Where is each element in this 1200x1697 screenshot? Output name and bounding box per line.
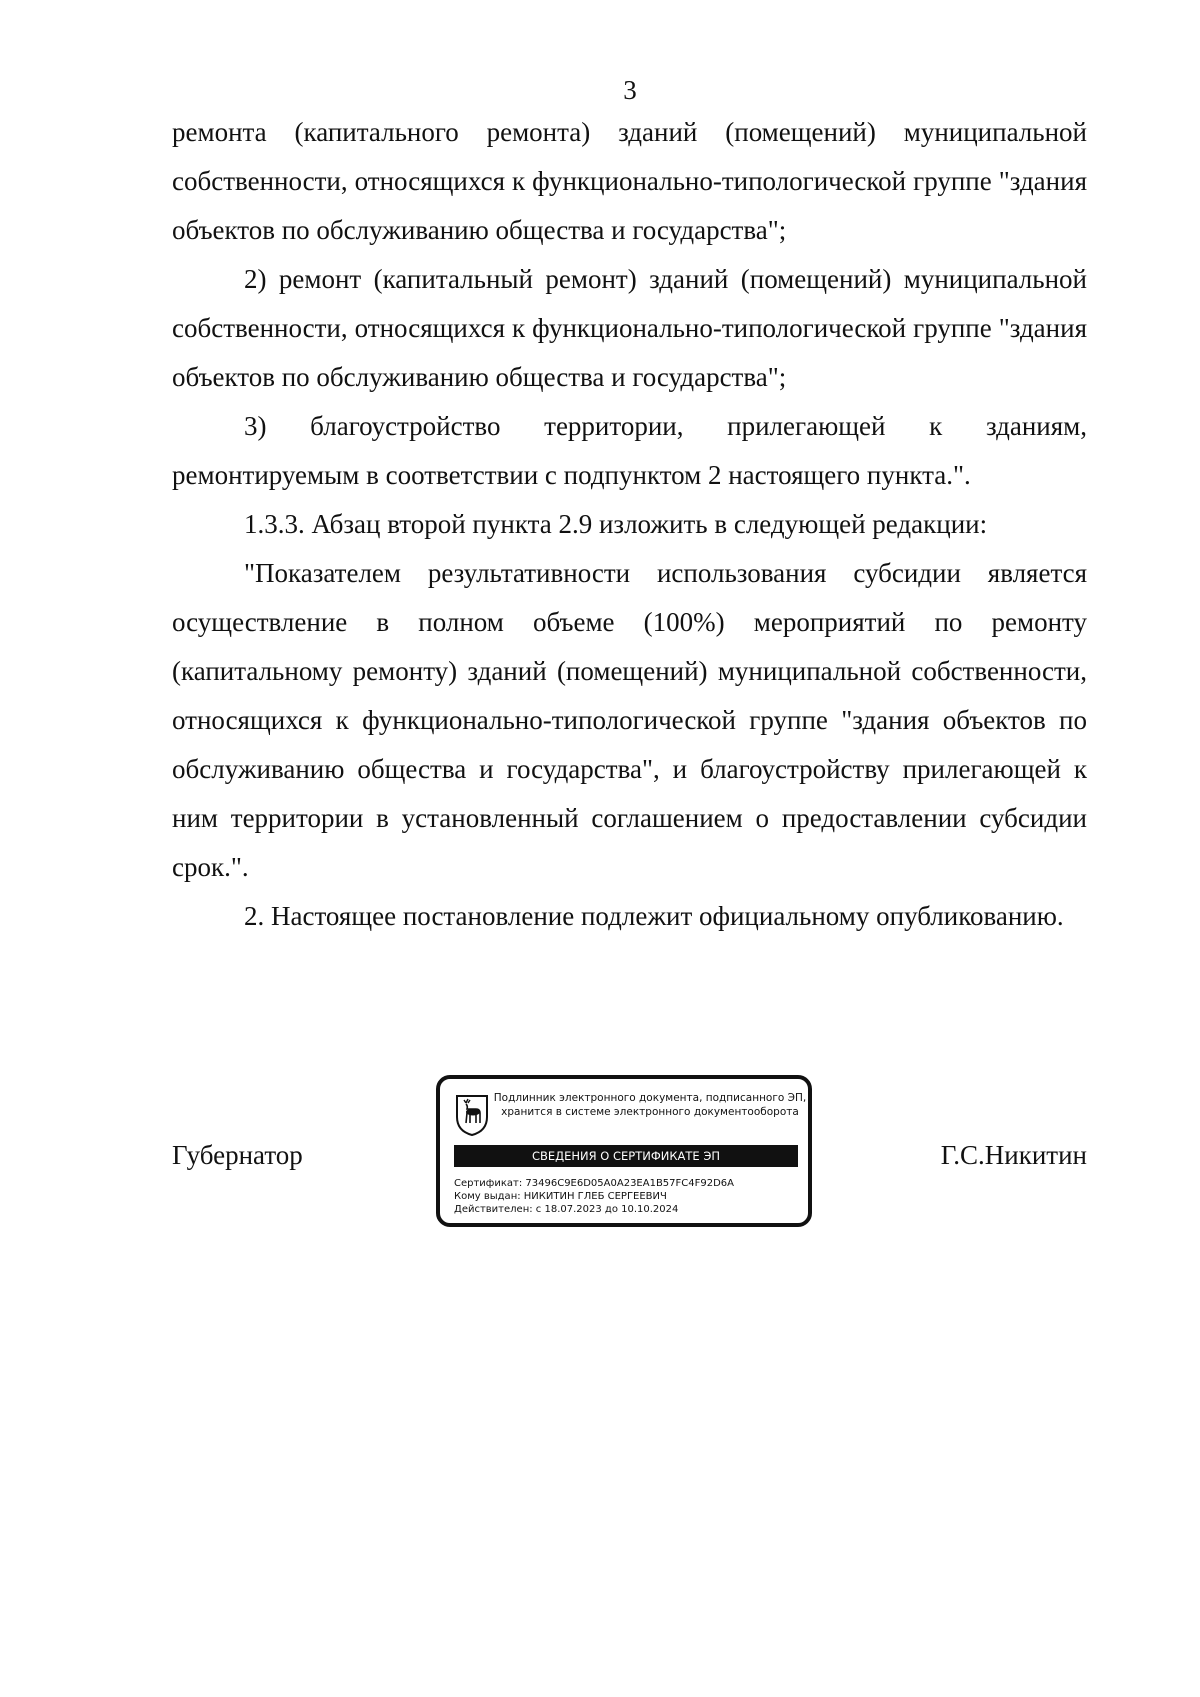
stamp-header-line: хранится в системе электронного документооборота (501, 1106, 799, 1118)
certificate-holder: Кому выдан: НИКИТИН ГЛЕБ СЕРГЕЕВИЧ (454, 1191, 667, 1202)
signature-block (172, 1075, 1087, 1235)
paragraph-item-3: 3) благоустройство территории, прилегающей к зданиям, ремонтируемым в соответствии с подпунктом 2 настоящего пункта.". (172, 411, 1087, 490)
stamp-title-bar: СВЕДЕНИЯ О СЕРТИФИКАТЕ ЭП (454, 1145, 798, 1167)
paragraph-item-2: 2) ремонт (капитальный ремонт) зданий (помещений) муниципальной собственности, относящихся к функционально-типологической группе "здания объектов по обслуживанию общества и государства"; (172, 264, 1087, 392)
page-number: 3 (623, 75, 637, 105)
signer-position: Губернатор (172, 1140, 303, 1170)
paragraph-1-3-3: 1.3.3. Абзац второй пункта 2.9 изложить в следующей редакции: (244, 509, 988, 539)
paragraph-indicator: "Показателем результативности использования субсидии является осуществление в полном объеме (100%) мероприятий по ремонту (капитальному ремонту) зданий (помещений) муниципальной собственности, относящихся к функционально-типологической группе "здания объектов по обслуживанию общества и государства", и благоустройству прилегающей к ним территории в установленный соглашением о предоставлении субсидии срок.". (172, 558, 1087, 882)
deer-coat-of-arms-icon (454, 1093, 490, 1137)
stamp-header (492, 1091, 808, 1119)
document-body (172, 108, 1087, 941)
stamp-details (454, 1177, 804, 1216)
paragraph-continuation: ремонта (капитального ремонта) зданий (помещений) муниципальной собственности, относящихся к функционально-типологической группе "здания объектов по обслуживанию общества и государства"; (172, 117, 1087, 245)
electronic-signature-stamp (436, 1075, 812, 1227)
paragraph-publication: 2. Настоящее постановление подлежит официальному опубликованию. (244, 901, 1064, 931)
certificate-number: Сертификат: 73496C9E6D05A0A23EA1B57FC4F92D6A (454, 1178, 735, 1189)
stamp-header-line: Подлинник электронного документа, подписанного ЭП, (493, 1092, 807, 1104)
certificate-validity: Действителен: с 18.07.2023 до 10.10.2024 (454, 1204, 679, 1215)
signer-name: Г.С.Никитин (940, 1140, 1087, 1170)
